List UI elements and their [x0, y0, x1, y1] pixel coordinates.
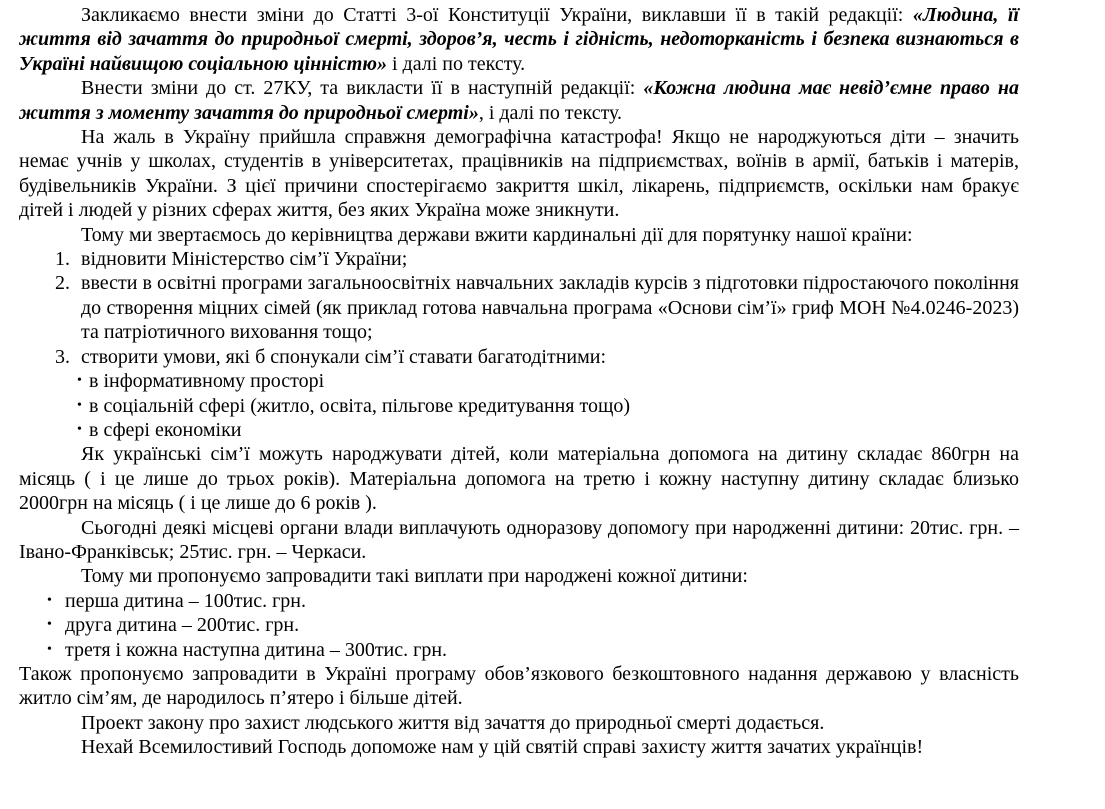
- paragraph-proposal: Тому ми пропонуємо запровадити такі виплати при народжені кожної дитини:: [81, 565, 748, 588]
- list-number: 1.: [55, 248, 70, 271]
- paragraph-text: Закликаємо внести зміни до Статті 3-ої Конституції України, виклавши її в такій редакції:: [81, 4, 913, 26]
- bulleted-sublist: [19, 369, 1019, 442]
- paragraph-draft-law: Проект закону про захист людського життя від зачаття до природньої смерті додається.: [81, 711, 825, 734]
- list-item-text: в соціальній сфері (житло, освіта, пільгове кредитування тощо): [89, 394, 631, 417]
- quote-article-3: «Людина, її життя від зачаття до природньої смерті, здоров’я, честь і гідність, недоторканість і безпека визнаються в Україні найвищою соціальною цінністю»: [19, 4, 1019, 75]
- paragraph-housing: Також пропонуємо запровадити в Україні програму обов’язкового безкоштовного надання державою у власність житло сім’ям, де народилось п’ятеро і більше дітей.: [19, 662, 1019, 710]
- list-item-text: перша дитина – 100тис. грн.: [65, 589, 306, 612]
- paragraph-local-payments: Сьогодні деякі місцеві органи влади виплачують одноразову допомогу при народженні дитини: 20тис. грн. – Івано-Франківськ; 25тис. грн. – Черкаси.: [19, 516, 1019, 563]
- paragraph-text: і далі по тексту.: [386, 52, 526, 75]
- paragraph-text: Внести зміни до ст. 27КУ, та викласти її в наступній редакції:: [81, 77, 644, 100]
- list-item: [19, 345, 1019, 369]
- list-item-text: в сфері економіки: [89, 418, 242, 441]
- list-item: [19, 394, 1019, 418]
- paragraph-appeal: Тому ми звертаємось до керівництва держави вжити кардинальні дії для порятунку нашої країни:: [81, 223, 913, 246]
- bullet-icon: •: [77, 373, 82, 389]
- bullet-icon: •: [77, 421, 82, 437]
- list-item: [19, 247, 1019, 271]
- list-item-text: в інформативному просторі: [89, 370, 325, 393]
- list-item: [19, 271, 1019, 344]
- payments-list: [19, 589, 1019, 662]
- list-item: [19, 589, 1019, 613]
- numbered-list: [19, 247, 1019, 369]
- list-number: 2.: [55, 272, 70, 295]
- paragraph-article-27: [19, 76, 1019, 125]
- bullet-icon: •: [77, 397, 82, 413]
- list-item-text: друга дитина – 200тис. грн.: [65, 614, 300, 637]
- paragraph-closing: Нехай Всемилостивий Господь допоможе нам у цій святій справі захисту життя зачатих українців!: [81, 736, 924, 759]
- list-item-text: відновити Міністерство сім’ї України;: [81, 248, 408, 271]
- bullet-icon: •: [47, 592, 52, 608]
- paragraph-demographic-crisis: На жаль в Україну прийшла справжня демографічна катастрофа! Якщо не народжуються діти – значить немає учнів у школах, студентів в університетах, працівників на підприємствах, воїнів в армії, батьків і матерів, будівельників України. З цієї причини спостерігаємо закриття шкіл, лікарень, підприємств, оскільки нам бракує дітей і людей у різних сферах життя, без яких Україна може зникнути.: [19, 126, 1019, 222]
- list-item: [19, 369, 1019, 393]
- paragraph-current-aid: Як українські сім’ї можуть народжувати дітей, коли матеріальна допомога на дитину складає 860грн на місяць ( і це лише до трьох років). Матеріальна допомога на третю і кожну наступну дитину складає близько 2000грн на місяць ( і це лише до 6 років ).: [19, 443, 1019, 515]
- list-item: [19, 638, 1019, 662]
- bullet-icon: •: [47, 617, 52, 633]
- list-item-text: створити умови, які б спонукали сім’ї ставати багатодітними:: [81, 345, 607, 368]
- list-item-text: третя і кожна наступна дитина – 300тис. грн.: [65, 638, 448, 661]
- quote-article-27: «Кожна людина має невід’ємне право на життя з моменту зачаття до природньої смерті»: [19, 77, 1020, 124]
- paragraph-text: , і далі по тексту.: [478, 101, 623, 124]
- list-item: [19, 613, 1019, 637]
- paragraph-article-3: [19, 3, 1019, 76]
- bullet-icon: •: [47, 641, 52, 657]
- list-item-text: ввести в освітні програми загальноосвітніх навчальних закладів курсів з підготовки підростаючого покоління до створення міцних сімей (як приклад готова навчальна програма «Основи сім’ї» гриф МОН №4.0246-2023) та патріотичного виховання тощо;: [81, 272, 1019, 344]
- list-item: [19, 418, 1019, 442]
- list-number: 3.: [55, 345, 70, 368]
